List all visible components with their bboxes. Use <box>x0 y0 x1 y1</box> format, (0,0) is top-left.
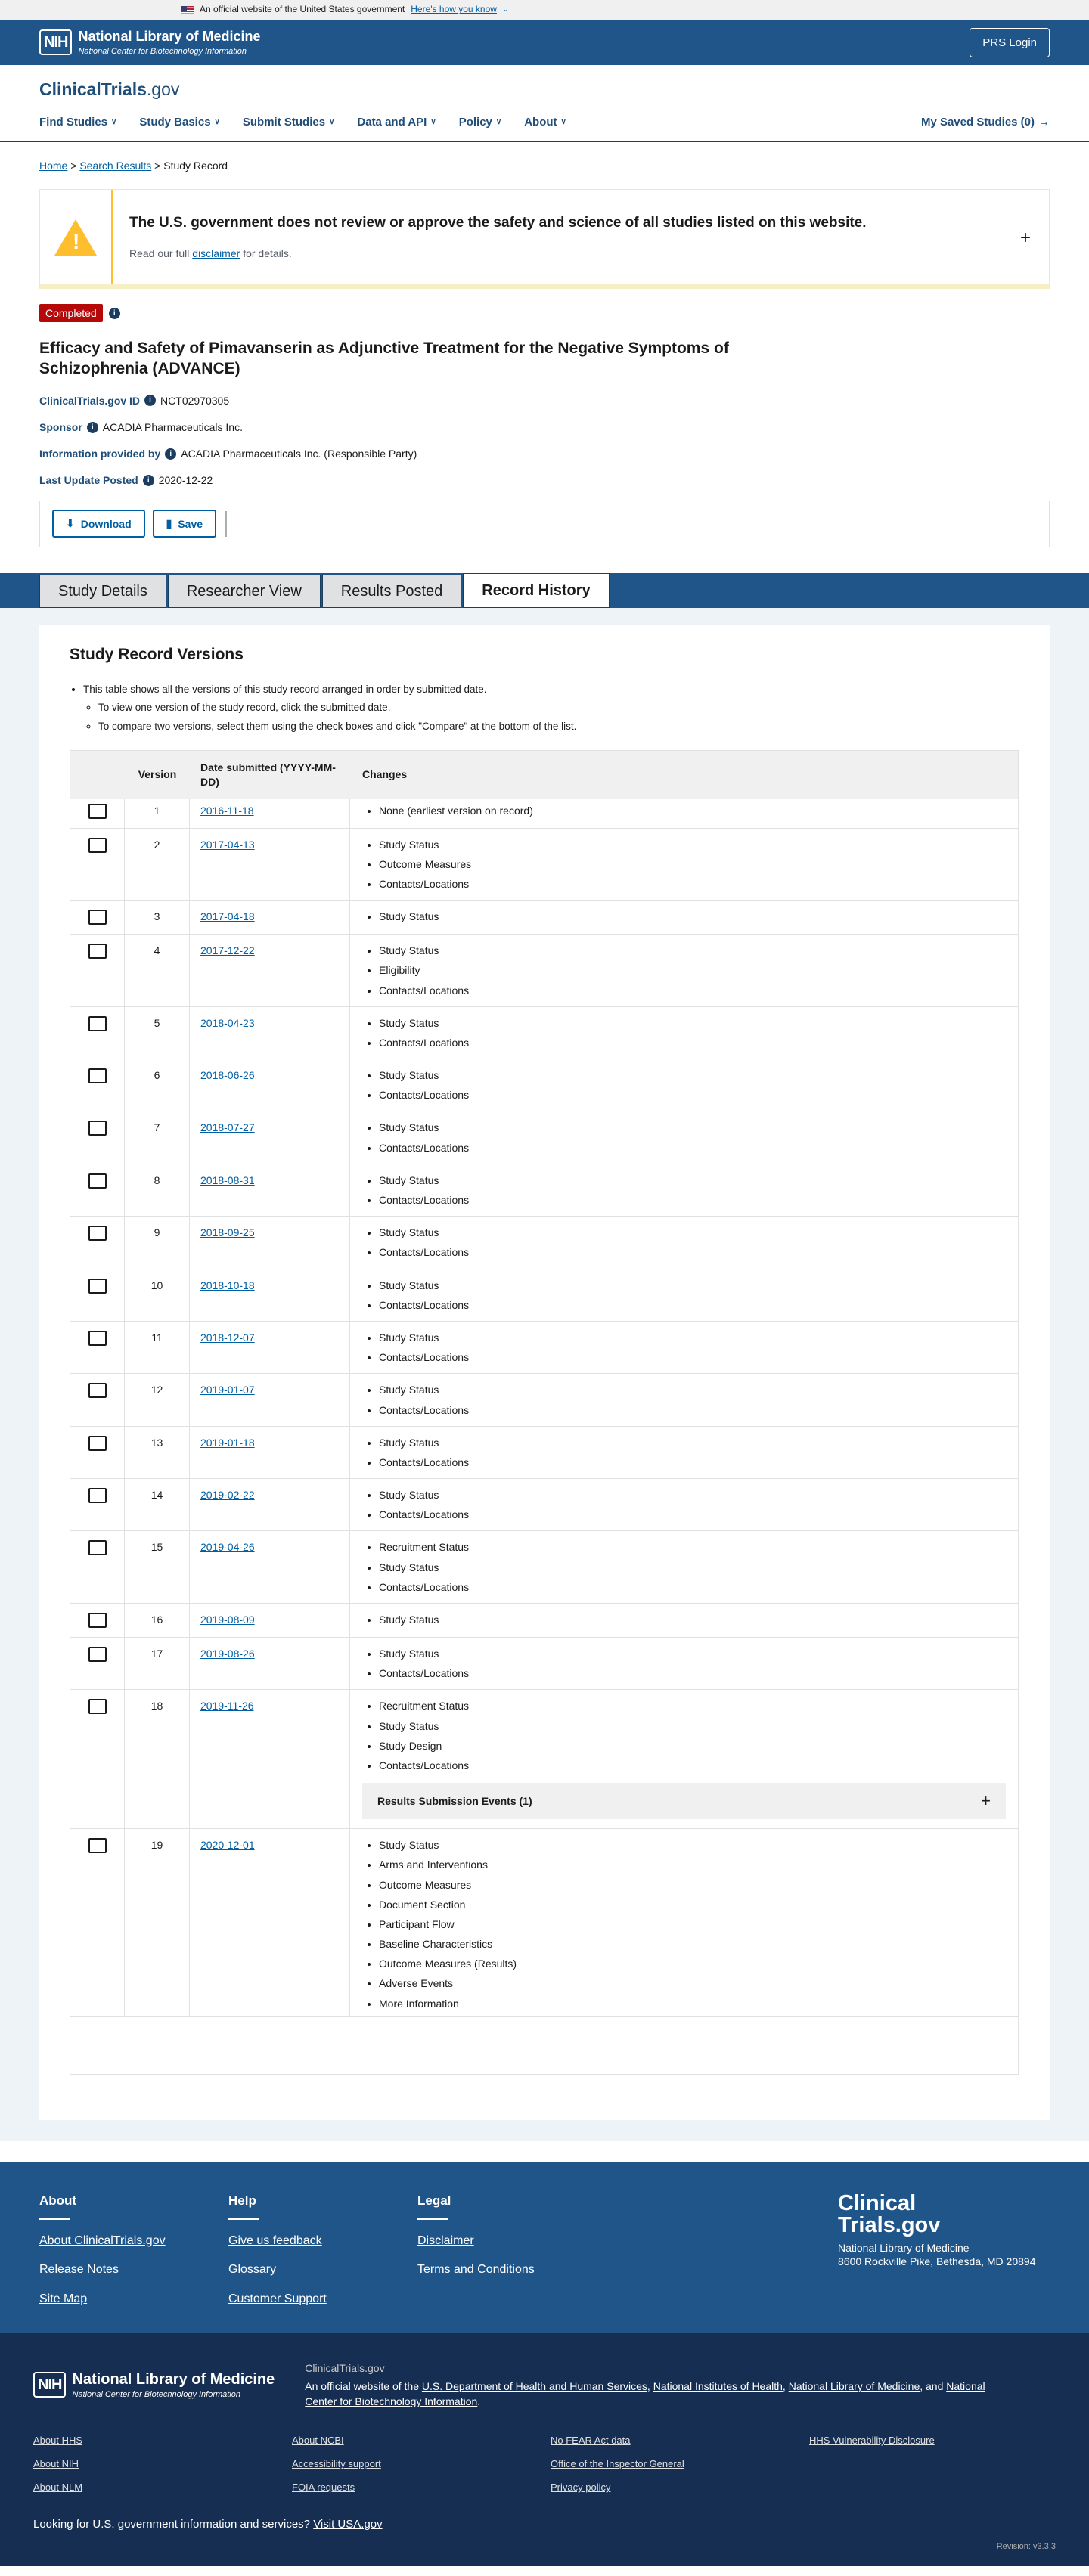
changes-list <box>362 804 1018 817</box>
version-date-link[interactable]: 2019-11-26 <box>200 1700 254 1713</box>
change-item: • Outcome Measures (Results) <box>379 1957 1018 1970</box>
info-icon[interactable]: i <box>144 395 156 406</box>
usa-gov-note: Looking for U.S. government information and services? Visit USA.gov <box>33 2518 383 2531</box>
compare-checkbox[interactable] <box>88 944 107 959</box>
change-item: • Contacts/Locations <box>379 1455 1018 1469</box>
tab-record-history[interactable]: Record History <box>463 573 609 608</box>
main-nav <box>39 115 1050 130</box>
table-row <box>70 1531 1018 1604</box>
disclaimer-link[interactable]: disclaimer <box>192 246 240 259</box>
table-row <box>70 1479 1018 1531</box>
change-item: • Arms and Interventions <box>379 1858 1018 1871</box>
table-row <box>70 799 1018 829</box>
last-update-value: 2020-12-22 <box>158 474 213 487</box>
change-item: • Contacts/Locations <box>379 984 1018 997</box>
changes-list <box>362 944 1018 997</box>
nav-item[interactable]: Study Basics ∨ <box>139 115 220 129</box>
version-date-link[interactable]: 2019-01-18 <box>200 1436 255 1449</box>
version-date-link[interactable]: 2018-08-31 <box>200 1173 255 1186</box>
compare-checkbox[interactable] <box>88 1016 107 1031</box>
prs-login-button[interactable]: PRS Login <box>970 28 1050 57</box>
version-date-link[interactable]: 2018-12-07 <box>200 1331 255 1344</box>
agency-link[interactable]: About NCBI <box>292 2435 344 2447</box>
version-date-link[interactable]: 2019-01-07 <box>200 1384 255 1396</box>
footer-link[interactable]: Terms and Conditions <box>417 2263 535 2277</box>
versions-card <box>39 625 1050 2120</box>
version-date-link[interactable]: 2016-11-18 <box>200 804 254 817</box>
change-item: • Contacts/Locations <box>379 1580 1018 1594</box>
agency-link[interactable]: About NIH <box>33 2458 79 2470</box>
table-row <box>70 1690 1018 1829</box>
change-item: • Contacts/Locations <box>379 1088 1018 1102</box>
agency-links <box>33 2435 1056 2494</box>
col-date: Date submitted (YYYY-MM-DD) <box>200 761 336 788</box>
table-row <box>70 901 1018 935</box>
toolbar-divider <box>225 511 227 537</box>
compare-checkbox[interactable] <box>88 1838 107 1853</box>
nlm-logo[interactable]: NIH National Library of Medicine National Center for Biotechnology Information <box>33 2361 275 2410</box>
footer-address-line: National Library of Medicine <box>838 2241 970 2254</box>
save-button[interactable]: ▮ Save <box>153 510 216 538</box>
change-item: • Study Status <box>379 1016 1018 1030</box>
changes-list <box>362 838 1018 891</box>
change-item: • Contacts/Locations <box>379 1759 1018 1772</box>
study-tabs <box>0 573 1089 608</box>
change-item: • Study Status <box>379 1436 1018 1449</box>
agency-link[interactable]: Accessibility support <box>292 2458 381 2470</box>
footer-legal-title: Legal <box>417 2193 448 2220</box>
table-row <box>70 935 1018 1007</box>
version-number: 13 <box>125 1427 190 1478</box>
changes-list <box>362 1436 1018 1469</box>
compare-checkbox[interactable] <box>88 1699 107 1714</box>
table-body[interactable] <box>70 799 1018 2016</box>
table-row <box>70 1269 1018 1322</box>
version-number: 15 <box>125 1531 190 1603</box>
compare-checkbox[interactable] <box>88 1226 107 1241</box>
version-date-link[interactable]: 2019-08-09 <box>200 1613 255 1626</box>
table-header <box>70 751 1018 799</box>
agency-link[interactable]: About NLM <box>33 2481 83 2494</box>
footer-link[interactable]: Release Notes <box>39 2263 119 2277</box>
change-item: • Participant Flow <box>379 1917 1018 1931</box>
nav-item[interactable]: About ∨ <box>524 115 566 129</box>
compare-checkbox[interactable] <box>88 1068 107 1083</box>
footer-link[interactable]: Disclaimer <box>417 2233 474 2247</box>
table-row <box>70 1322 1018 1374</box>
change-item: • Study Status <box>379 1838 1018 1852</box>
changes-list <box>362 1173 1018 1207</box>
version-date-link[interactable]: 2019-02-22 <box>200 1489 255 1502</box>
change-item: • Study Status <box>379 1719 1018 1733</box>
compare-checkbox[interactable] <box>88 1488 107 1503</box>
change-item: • Baseline Characteristics <box>379 1937 1018 1951</box>
breadcrumb-current: Study Record <box>163 160 228 172</box>
changes-list <box>362 1331 1018 1364</box>
agency-link[interactable]: HHS Vulnerability Disclosure <box>809 2435 935 2447</box>
changes-list <box>362 1699 1018 1772</box>
expand-plus-icon[interactable]: + <box>1019 228 1031 249</box>
change-item: • Contacts/Locations <box>379 1350 1018 1364</box>
revision: Revision: v3.3.3 <box>996 2542 1056 2552</box>
version-number: 3 <box>125 901 190 934</box>
nav-item[interactable]: Data and API ∨ <box>357 115 436 129</box>
changes-list <box>362 1016 1018 1049</box>
change-item: • Study Status <box>379 1068 1018 1082</box>
arrow-right-icon: → <box>1038 115 1050 129</box>
note: ◦ To compare two versions, select them using the check boxes and click "Compare" at the bottom of the list. <box>98 720 1019 733</box>
changes-list <box>362 1647 1018 1680</box>
change-item: • Contacts/Locations <box>379 1508 1018 1521</box>
tab-results-posted[interactable]: Results Posted <box>322 575 462 608</box>
change-item: • Recruitment Status <box>379 1699 1018 1713</box>
compare-checkbox[interactable] <box>88 838 107 853</box>
version-date-link[interactable]: 2018-04-23 <box>200 1016 255 1029</box>
version-number: 10 <box>125 1269 190 1321</box>
site-logo[interactable] <box>39 79 1050 101</box>
change-item: • Study Status <box>379 1647 1018 1660</box>
version-number: 19 <box>125 1829 190 2016</box>
chevron-down-icon: ⌄ <box>502 5 509 14</box>
id-label: ClinicalTrials.gov ID <box>39 394 141 407</box>
study-actions <box>39 501 1050 547</box>
chevron-down-icon: ∨ <box>329 118 335 127</box>
footer-help-title: Help <box>228 2193 259 2220</box>
sponsor-label: Sponsor <box>39 421 82 434</box>
changes-list <box>362 1838 1018 2010</box>
disclaimer-alert <box>39 189 1050 289</box>
version-number: 2 <box>125 829 190 901</box>
note: • This table shows all the versions of this study record arranged in order by submitted date. <box>83 683 1019 696</box>
compare-checkbox[interactable] <box>88 1331 107 1346</box>
table-row <box>70 1638 1018 1690</box>
bookmark-icon: ▮ <box>166 517 172 530</box>
change-item: • Study Design <box>379 1739 1018 1753</box>
footer-address-line: 8600 Rockville Pike, Bethesda, MD 20894 <box>838 2255 1036 2268</box>
footer-link[interactable]: About ClinicalTrials.gov <box>39 2233 166 2247</box>
nav-item[interactable]: Submit Studies ∨ <box>242 115 335 129</box>
nct-id: NCT02970305 <box>160 394 230 407</box>
agency-link[interactable]: No FEAR Act data <box>551 2435 631 2447</box>
version-date-link[interactable]: 2019-04-26 <box>200 1541 255 1554</box>
table-row <box>70 1374 1018 1426</box>
version-number: 1 <box>125 799 190 828</box>
changes-list <box>362 1279 1018 1312</box>
info-icon[interactable]: i <box>165 448 176 460</box>
version-number: 5 <box>125 1007 190 1059</box>
versions-notes <box>70 683 1019 733</box>
provided-by-label: Information provided by <box>39 448 161 460</box>
site-logo-suffix: .gov <box>146 79 180 99</box>
change-item: • Study Status <box>379 1226 1018 1239</box>
table-row <box>70 1217 1018 1269</box>
change-item: • Study Status <box>379 1173 1018 1187</box>
tab-study-details[interactable]: Study Details <box>39 575 166 608</box>
nav-item[interactable]: Find Studies ∨ <box>39 115 117 129</box>
footer-link[interactable]: Glossary <box>228 2263 277 2277</box>
versions-table <box>70 750 1019 2075</box>
nav-item[interactable]: Policy ∨ <box>458 115 502 129</box>
version-number: 7 <box>125 1111 190 1163</box>
compare-checkbox[interactable] <box>88 1121 107 1136</box>
change-item: • Contacts/Locations <box>379 877 1018 891</box>
change-item: • Study Status <box>379 1121 1018 1134</box>
compare-checkbox[interactable] <box>88 1647 107 1662</box>
hhs-link[interactable]: U.S. Department of Health and Human Services <box>421 2379 647 2392</box>
change-item: • Outcome Measures <box>379 1878 1018 1892</box>
table-row <box>70 1111 1018 1164</box>
change-item: • Contacts/Locations <box>379 1141 1018 1155</box>
compare-checkbox[interactable] <box>88 1279 107 1294</box>
change-item: • Contacts/Locations <box>379 1403 1018 1417</box>
change-item: • Outcome Measures <box>379 857 1018 871</box>
change-item: • Contacts/Locations <box>379 1245 1018 1259</box>
ncbi-link[interactable]: National Center for Biotechnology Information <box>305 2379 985 2408</box>
change-item: • Eligibility <box>379 963 1018 977</box>
version-date-link[interactable]: 2018-09-25 <box>200 1226 255 1239</box>
table-row <box>70 1007 1018 1059</box>
chevron-down-icon: ∨ <box>560 118 566 127</box>
alert-title: The U.S. government does not review or approve the safety and science of all studies listed on this website. <box>129 215 867 231</box>
plus-icon: + <box>981 1790 991 1810</box>
change-item: • Recruitment Status <box>379 1540 1018 1554</box>
version-number: 8 <box>125 1164 190 1216</box>
version-date-link[interactable]: 2018-10-18 <box>200 1279 255 1291</box>
gov-banner-link[interactable]: Here's how you know <box>411 4 497 15</box>
version-date-link[interactable]: 2017-12-22 <box>200 944 255 957</box>
breadcrumb-home[interactable]: Home <box>39 160 68 172</box>
agency-link[interactable]: FOIA requests <box>292 2481 355 2494</box>
change-item: • Document Section <box>379 1898 1018 1911</box>
nlm-link[interactable]: National Library of Medicine <box>788 2379 920 2392</box>
col-version: Version <box>138 768 177 781</box>
version-date-link[interactable]: 2020-12-01 <box>200 1839 255 1852</box>
nih-logo-mark: NIH <box>39 29 72 55</box>
changes-list <box>362 1068 1018 1102</box>
change-item: • Contacts/Locations <box>379 1036 1018 1049</box>
change-item: • Contacts/Locations <box>379 1298 1018 1312</box>
usa-gov-link[interactable]: Visit USA.gov <box>313 2518 383 2531</box>
agency-link[interactable]: About HHS <box>33 2435 83 2447</box>
breadcrumb-search-results[interactable]: Search Results <box>79 160 152 172</box>
version-number: 17 <box>125 1638 190 1689</box>
chevron-down-icon: ∨ <box>430 118 436 127</box>
changes-list <box>362 1226 1018 1259</box>
site-header <box>0 65 1089 142</box>
version-number: 16 <box>125 1604 190 1637</box>
alert-text: Read our full disclaimer for details. <box>129 246 292 259</box>
change-item: • Study Status <box>379 1279 1018 1292</box>
breadcrumb: Home > Search Results > Study Record <box>39 160 228 172</box>
study-status <box>0 289 1089 322</box>
identifier-footer <box>0 2333 1089 2566</box>
change-item: • Study Status <box>379 1331 1018 1344</box>
sponsor-value: ACADIA Pharmaceuticals Inc. <box>102 421 243 434</box>
table-row <box>70 829 1018 901</box>
footer-about-title: About <box>39 2193 70 2220</box>
gov-banner <box>0 0 1089 20</box>
download-icon: ⬇ <box>66 517 75 530</box>
download-button[interactable]: ⬇ Download <box>52 510 145 538</box>
compare-checkbox[interactable] <box>88 910 107 925</box>
site-logo-main: ClinicalTrials <box>39 79 147 99</box>
compare-checkbox[interactable] <box>88 1173 107 1189</box>
chevron-down-icon: ∨ <box>111 118 117 127</box>
version-number: 6 <box>125 1059 190 1111</box>
nlm-logo[interactable] <box>39 28 261 57</box>
version-date-link[interactable]: 2018-06-26 <box>200 1069 255 1082</box>
footer-link[interactable]: Site Map <box>39 2292 88 2306</box>
nih-logo-mark: NIH <box>33 2372 66 2398</box>
table-footer <box>70 2016 1018 2074</box>
change-item: • Adverse Events <box>379 1976 1018 1990</box>
chevron-down-icon: ∨ <box>495 118 502 127</box>
version-number: 18 <box>125 1690 190 1828</box>
record-history-section <box>0 608 1089 2141</box>
warning-icon: ! <box>54 219 97 256</box>
change-item: • None (earliest version on record) <box>379 804 1018 817</box>
compare-checkbox[interactable] <box>88 1613 107 1628</box>
version-date-link[interactable]: 2017-04-18 <box>200 910 255 923</box>
table-row <box>70 1427 1018 1479</box>
agency-link[interactable]: Office of the Inspector General <box>551 2458 684 2470</box>
version-number: 4 <box>125 935 190 1006</box>
changes-list <box>362 1488 1018 1521</box>
col-changes: Changes <box>362 768 408 781</box>
chevron-down-icon: ∨ <box>214 118 220 127</box>
version-number: 14 <box>125 1479 190 1530</box>
info-icon[interactable]: i <box>109 308 120 319</box>
info-icon[interactable]: i <box>143 475 154 486</box>
nih-header <box>0 20 1089 65</box>
change-item: • Study Status <box>379 1561 1018 1574</box>
note: ◦ To view one version of the study record, click the submitted date. <box>98 701 1019 715</box>
agency-link[interactable]: Privacy policy <box>551 2481 611 2494</box>
changes-list <box>362 1121 1018 1154</box>
results-submission-events-accordion[interactable]: Results Submission Events (1) + <box>362 1783 1006 1819</box>
change-item: • More Information <box>379 1997 1018 2010</box>
change-item: • Study Status <box>379 944 1018 957</box>
ncbi-name: National Center for Biotechnology Information <box>78 46 247 56</box>
table-row <box>70 1604 1018 1638</box>
table-row <box>70 1164 1018 1217</box>
change-item: • Contacts/Locations <box>379 1193 1018 1207</box>
table-row <box>70 1829 1018 2016</box>
study-title: Efficacy and Safety of Pimavanserin as Adjunctive Treatment for the Negative Symptoms of Schizophrenia (ADVANCE) <box>39 339 729 377</box>
info-icon[interactable]: i <box>87 422 98 433</box>
gov-banner-text: An official website of the United States government <box>200 4 405 15</box>
compare-checkbox[interactable] <box>88 804 107 819</box>
versions-heading: Study Record Versions <box>70 645 244 663</box>
version-date-link[interactable]: 2017-04-13 <box>200 838 255 851</box>
change-item: • Study Status <box>379 1488 1018 1502</box>
last-update-label: Last Update Posted <box>39 474 138 487</box>
site-footer <box>0 2162 1089 2333</box>
changes-list <box>362 910 1018 923</box>
compare-checkbox[interactable] <box>88 1383 107 1398</box>
footer-logo[interactable]: Clinical Trials.gov <box>838 2190 941 2237</box>
table-row <box>70 1059 1018 1111</box>
compare-checkbox[interactable] <box>88 1540 107 1555</box>
change-item: • Study Status <box>379 838 1018 851</box>
tab-researcher-view[interactable]: Researcher View <box>168 575 321 608</box>
change-item: • Study Status <box>379 1383 1018 1396</box>
footer-link[interactable]: Give us feedback <box>228 2233 322 2247</box>
provided-by-value: ACADIA Pharmaceuticals Inc. (Responsible Party) <box>181 448 417 460</box>
compare-checkbox[interactable] <box>88 1436 107 1451</box>
change-item: • Study Status <box>379 1613 1018 1626</box>
version-number: 9 <box>125 1217 190 1268</box>
version-number: 12 <box>125 1374 190 1425</box>
change-item: • Contacts/Locations <box>379 1666 1018 1680</box>
status-badge: Completed <box>39 304 103 322</box>
version-date-link[interactable]: 2018-07-27 <box>200 1121 255 1134</box>
version-date-link[interactable]: 2019-08-26 <box>200 1648 255 1660</box>
changes-list <box>362 1540 1018 1594</box>
nih-link[interactable]: National Institutes of Health <box>653 2379 783 2392</box>
us-flag-icon <box>182 6 194 14</box>
official-notice: ClinicalTrials.gov An official website of the U.S. Department of Health and Human Services, National Institutes of Health, National Library of Medicine, and National Center for Biotechnology Information. <box>305 2361 985 2408</box>
changes-list <box>362 1383 1018 1416</box>
changes-list <box>362 1613 1018 1626</box>
change-item: • Study Status <box>379 910 1018 923</box>
nlm-name: National Library of Medicine <box>78 29 261 45</box>
version-number: 11 <box>125 1322 190 1373</box>
my-saved-studies-link[interactable]: My Saved Studies (0) → <box>920 115 1050 129</box>
footer-link[interactable]: Customer Support <box>228 2292 327 2306</box>
study-meta <box>0 379 1089 488</box>
